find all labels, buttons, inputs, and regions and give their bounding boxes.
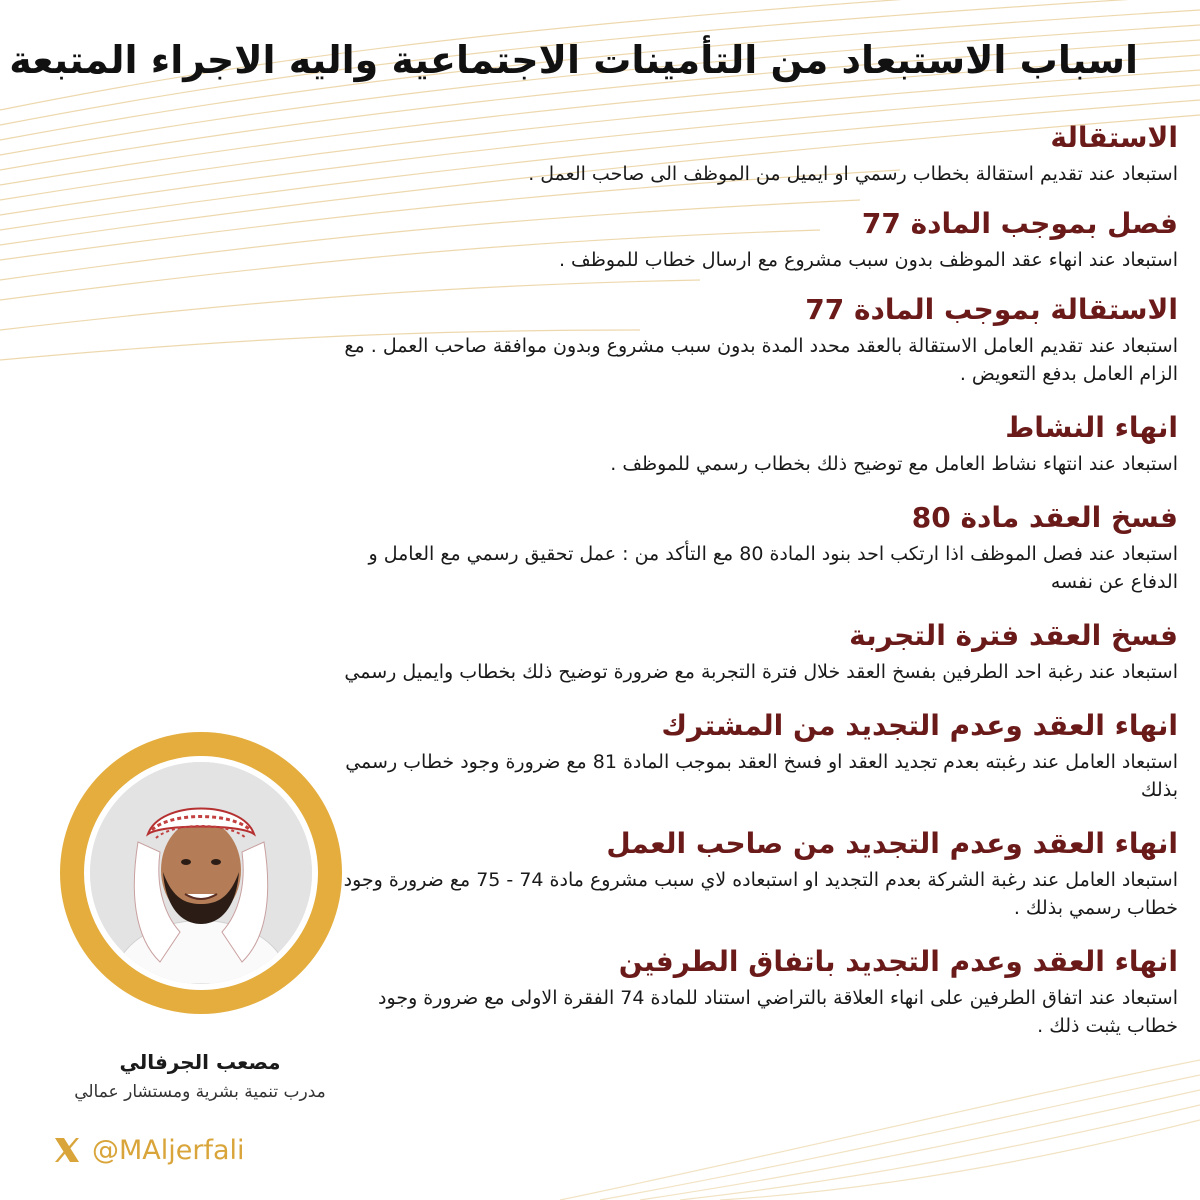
section-title: الاستقالة بموجب المادة 77 <box>805 293 1178 326</box>
section-title: انهاء العقد وعدم التجديد من صاحب العمل <box>606 827 1178 860</box>
section-business-closure <box>338 408 1178 478</box>
avatar <box>90 762 312 984</box>
section-termination-article-80 <box>338 498 1178 596</box>
section-body: استبعاد عند انهاء عقد الموظف بدون سبب مشروع مع ارسال خطاب للموظف . <box>558 249 1178 271</box>
social-handle[interactable] <box>52 1130 245 1170</box>
section-non-renewal-by-employee <box>338 706 1178 804</box>
section-body: استبعاد عند انتهاء نشاط العامل مع توضيح ذلك بخطاب رسمي للموظف . <box>610 453 1178 475</box>
section-body: استبعاد عند تقديم استقالة بخطاب رسمي او ايميل من الموظف الى صاحب العمل . <box>528 163 1178 185</box>
section-title: انهاء العقد وعدم التجديد باتفاق الطرفين <box>618 945 1178 978</box>
profile-photo-frame <box>60 732 342 1014</box>
section-body: استبعاد عند رغبة احد الطرفين بفسخ العقد خلال فترة التجربة مع ضرورة توضيح ذلك بخطاب وايميل رسمي <box>344 661 1178 683</box>
section-body: استبعاد العامل عند رغبة الشركة بعدم التجديد او استبعاده لاي سبب مشروع مادة 74 - 75 مع ضرورة وجود خطاب رسمي بذلك . <box>343 869 1178 919</box>
portrait-illustration <box>90 762 312 984</box>
section-title: فسخ العقد فترة التجربة <box>849 619 1178 652</box>
section-title: فصل بموجب المادة 77 <box>861 207 1178 240</box>
page-title: اسباب الاستبعاد من التأمينات الاجتماعية واليه الاجراء المتبعة <box>9 38 1138 82</box>
section-title: الاستقالة <box>1050 121 1178 154</box>
section-probation-termination <box>338 616 1178 686</box>
x-logo-icon <box>52 1135 82 1165</box>
section-body: استبعاد العامل عند رغبته بعدم تجديد العقد او فسخ العقد بموجب المادة 81 مع ضرورة وجود خطاب رسمي بذلك <box>345 751 1178 801</box>
section-mutual-agreement <box>338 942 1178 1040</box>
section-dismissal-article-77 <box>338 204 1178 274</box>
section-body: استبعاد عند فصل الموظف اذا ارتكب احد بنود المادة 80 مع التأكد من : عمل تحقيق رسمي مع العامل و الدفاع عن نفسه <box>368 543 1178 593</box>
sections-list <box>338 118 1178 1056</box>
section-resignation-article-77 <box>338 290 1178 388</box>
section-body: استبعاد عند تقديم العامل الاستقالة بالعقد محدد المدة بدون سبب مشروع وبدون موافقة صاحب العمل . مع الزام العامل بدفع التعويض . <box>344 335 1178 385</box>
section-title: فسخ العقد مادة 80 <box>911 501 1178 534</box>
profile-name: مصعب الجرفالي <box>119 1050 281 1074</box>
section-title: انهاء العقد وعدم التجديد من المشترك <box>661 709 1178 742</box>
photo-white-border <box>84 756 318 990</box>
section-title: انهاء النشاط <box>1005 411 1178 444</box>
gold-ring <box>60 732 342 1014</box>
section-non-renewal-by-employer <box>338 824 1178 922</box>
section-resignation <box>338 118 1178 188</box>
profile-role: مدرب تنمية بشرية ومستشار عمالي <box>74 1082 326 1102</box>
section-body: استبعاد عند اتفاق الطرفين على انهاء العلاقة بالتراضي استناد للمادة 74 الفقرة الاولى مع ضرورة وجود خطاب يثبت ذلك . <box>378 987 1178 1037</box>
handle-text: @MAljerfali <box>92 1134 245 1166</box>
